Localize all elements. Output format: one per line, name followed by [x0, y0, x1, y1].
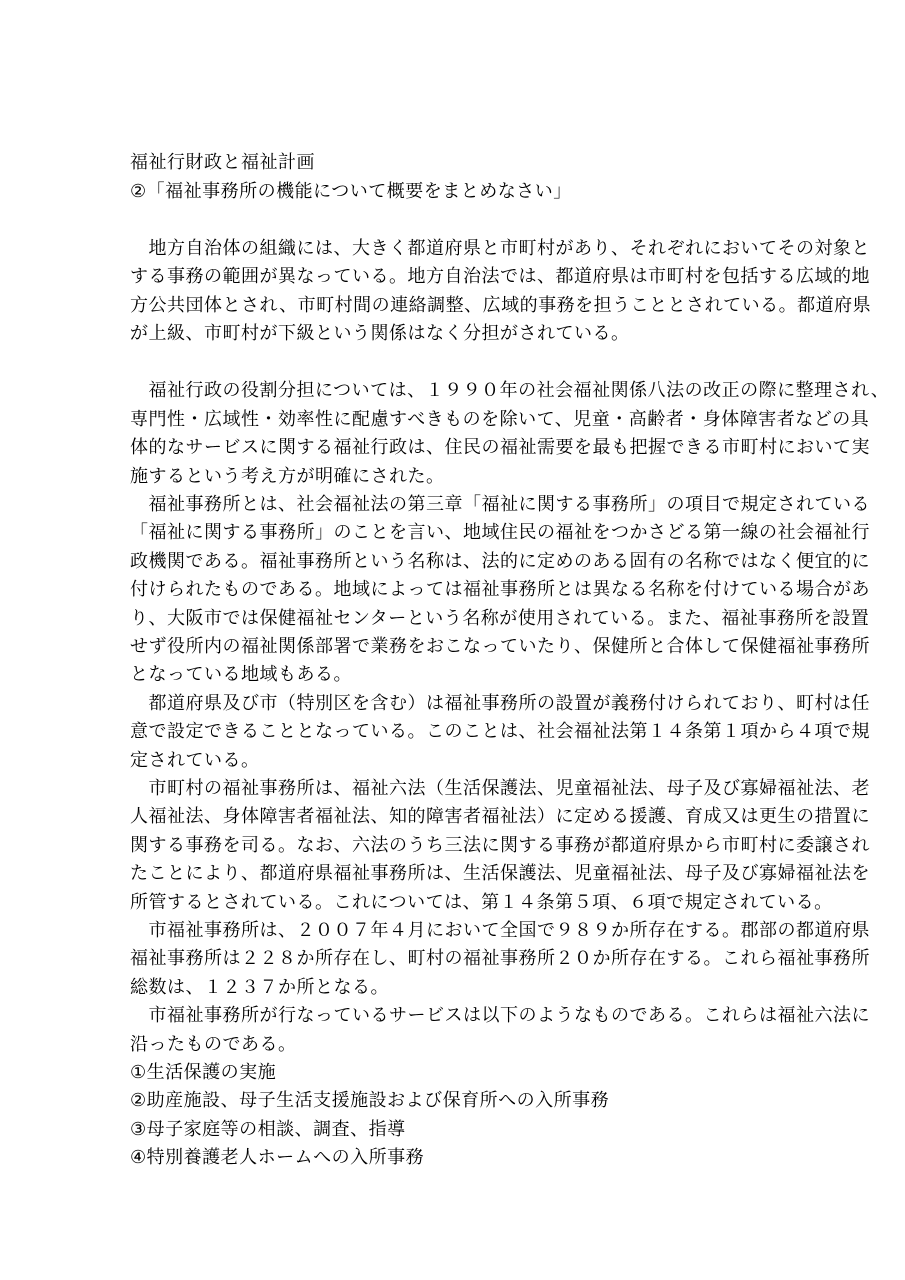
body-line: 付けられたものである。地域によっては福祉事務所とは異なる名称を付けている場合があ — [130, 579, 870, 600]
body-line: 福祉事務所とは、社会福祉法の第三章「福祉に関する事務所」の項目で規定されている — [130, 494, 870, 515]
body-line: 所管するとされている。これについては、第１４条第５項、６項で規定されている。 — [130, 892, 833, 913]
question-heading: ②「福祉事務所の機能について概要をまとめなさい」 — [130, 181, 572, 202]
body-line: 福祉事務所は２２８か所存在し、町村の福祉事務所２０か所存在する。これら福祉事務所 — [130, 948, 870, 969]
body-line: 「福祉に関する事務所」のことを言い、地域住民の福祉をつかさどる第一線の社会福祉行 — [130, 522, 870, 543]
body-line: 沿ったものである。 — [130, 1034, 297, 1055]
body-line: 地方自治体の組織には、大きく都道府県と市町村があり、それぞれにおいてその対象と — [130, 238, 870, 259]
body-line: 総数は、１２３７か所となる。 — [130, 977, 389, 998]
body-line: 人福祉法、身体障害者福祉法、知的障害者福祉法）に定める援護、育成又は更生の措置に — [130, 806, 870, 827]
document-title: 福祉行財政と福祉計画 — [130, 152, 315, 173]
list-item: ②助産施設、母子生活支援施設および保育所への入所事務 — [130, 1090, 610, 1111]
body-line: 体的なサービスに関する福祉行政は、住民の福祉需要を最も把握できる市町村において実 — [130, 437, 870, 458]
body-line: 関する事務を司る。なお、六法のうち三法に関する事務が都道府県から市町村に委譲され — [130, 835, 870, 856]
body-line: 都道府県及び市（特別区を含む）は福祉事務所の設置が義務付けられており、町村は任 — [130, 693, 870, 714]
body-line: となっている地域もある。 — [130, 664, 352, 685]
body-line: が上級、市町村が下級という関係はなく分担がされている。 — [130, 323, 630, 344]
body-line: 市町村の福祉事務所は、福祉六法（生活保護法、児童福祉法、母子及び寡婦福祉法、老 — [130, 778, 870, 799]
list-item: ③母子家庭等の相談、調査、指導 — [130, 1119, 406, 1140]
body-line: 福祉行政の役割分担については、１９９０年の社会福祉関係八法の改正の際に整理され、 — [130, 380, 890, 401]
body-line: 定されている。 — [130, 750, 260, 771]
body-line: たことにより、都道府県福祉事務所は、生活保護法、児童福祉法、母子及び寡婦福祉法を — [130, 863, 870, 884]
list-item: ④特別養護老人ホームへの入所事務 — [130, 1147, 425, 1168]
body-line: する事務の範囲が異なっている。地方自治法では、都道府県は市町村を包括する広域的地 — [130, 266, 870, 287]
body-line: 方公共団体とされ、市町村間の連絡調整、広域的事務を担うこととされている。都道府県 — [130, 295, 872, 316]
body-line: り、大阪市では保健福祉センターという名称が使用されている。また、福祉事務所を設置 — [130, 608, 870, 629]
body-line: 市福祉事務所は、２００７年４月において全国で９８９か所存在する。郡部の都道府県 — [130, 920, 870, 941]
body-line: 市福祉事務所が行なっているサービスは以下のようなものである。これらは福祉六法に — [130, 1005, 870, 1026]
body-line: 専門性・広域性・効率性に配慮すべきものを除いて、児童・高齢者・身体障害者などの具 — [130, 409, 870, 430]
body-line: 政機関である。福祉事務所という名称は、法的に定めのある固有の名称ではなく便宜的に — [130, 551, 870, 572]
body-line: せず役所内の福祉関係部署で業務をおこなっていたり、保健所と合体して保健福祉事務所 — [130, 636, 870, 657]
body-line: 施するという考え方が明確にされた。 — [130, 466, 445, 487]
body-line: 意で設定できることとなっている。このことは、社会福祉法第１４条第１項から４項で規 — [130, 721, 870, 742]
list-item: ①生活保護の実施 — [130, 1062, 277, 1083]
